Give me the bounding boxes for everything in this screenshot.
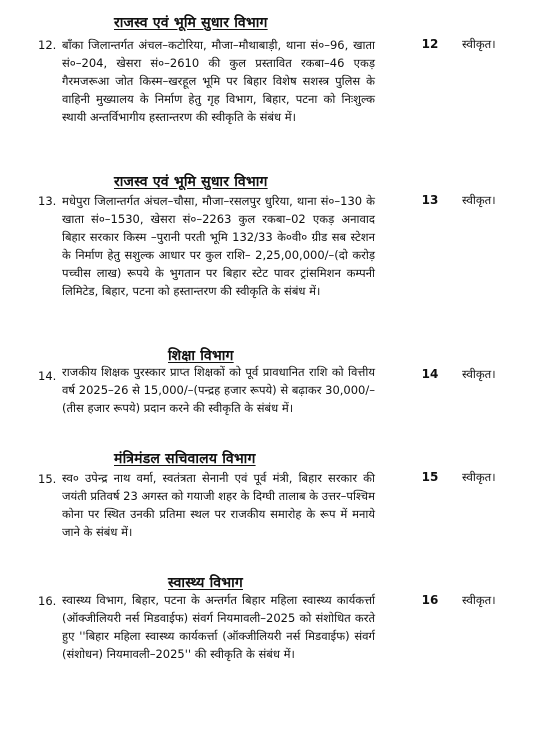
item-status: स्वीकृत। [462, 37, 496, 51]
item-description: राजकीय शिक्षक पुरस्कार प्राप्त शिक्षकों को पूर्व प्रावधानित राशि को वित्तीय वर्ष 2025–26 से 15,000/–(पन्द्रह हजार रूपये) से बढ़ाकर 30,000/–(तीस हजार रूपये) प्रदान करने की स्वीकृति के संबंध में। [62, 365, 375, 415]
department-heading: स्वास्थ्य विभाग [168, 575, 243, 591]
item-description: बाँका जिलान्तर्गत अंचल–कटोरिया, मौजा–मौथाबाड़ी, थाना सं०–96, खाता सं०–204, खेसरा सं०–2610 की कुल प्रस्तावित रकबा–46 एकड़ गैरमजरूआ जोत किस्म–खरहूल भूमि पर बिहार विशेष सशस्त्र पुलिस के वाहिनी मुख्यालय के निर्माण हेतु गृह विभाग, बिहार, पटना को निःशुल्क स्थायी अन्तर्विभागीय हस्तान्तरण की स्वीकृति के संबंध में। [62, 38, 375, 124]
item-status: स्वीकृत। [462, 367, 496, 381]
item-description: मधेपुरा जिलान्तर्गत अंचल–चौसा, मौजा–रसलपुर धुरिया, थाना सं०–130 के खाता सं०–1530, खेसरा सं०–2263 कुल रकबा–02 एकड़ अनावाद बिहार सरकार किस्म –पुरानी परती भूमि 132/33 के०वी० ग्रीड सब स्टेशन के निर्माण हेतु सशुल्क आधार पर कुल राशि– 2,25,00,000/–(दो करोड़ पच्चीस लाख) रूपये के भुगतान पर बिहार स्टेट पावर ट्रांसमिशन कम्पनी लिमिटेड, बिहार, पटना को हस्तान्तरण की स्वीकृति के संबंध में। [62, 194, 375, 298]
item-serial: 12 [421, 37, 439, 51]
item-number: 16. [38, 594, 57, 608]
department-heading: मंत्रिमंडल सचिवालय विभाग [114, 451, 256, 467]
item-serial: 14 [421, 367, 439, 381]
item-serial: 16 [421, 593, 439, 607]
department-heading: शिक्षा विभाग [168, 348, 234, 364]
department-heading: राजस्व एवं भूमि सुधार विभाग [114, 15, 268, 31]
item-serial: 15 [421, 470, 439, 484]
item-number: 12. [38, 38, 57, 52]
item-number: 14. [38, 369, 57, 383]
item-number: 15. [38, 472, 57, 486]
item-serial: 13 [421, 193, 439, 207]
department-heading: राजस्व एवं भूमि सुधार विभाग [114, 174, 268, 190]
item-description: स्वास्थ्य विभाग, बिहार, पटना के अन्तर्गत बिहार महिला स्वास्थ्य कार्यकर्त्ता (ऑक्जीलियरी नर्स मिडवाईफ) संवर्ग नियमावली–2025 को संशोधित करते हुए ''बिहार महिला स्वास्थ्य कार्यकर्त्ता (ऑक्जीलियरी नर्स मिडवाईफ) संवर्ग (संशोधन) नियमावली–2025'' की स्वीकृति के संबंध में। [62, 593, 375, 661]
item-status: स्वीकृत। [462, 470, 496, 484]
item-number: 13. [38, 194, 57, 208]
item-status: स्वीकृत। [462, 193, 496, 207]
item-description: स्व० उपेन्द्र नाथ वर्मा, स्वतंत्रता सेनानी एवं पूर्व मंत्री, बिहार सरकार की जयंती प्रतिवर्ष 23 अगस्त को गयाजी शहर के दिग्घी तालाब के उत्तर–पश्चिम कोना पर स्थित उनकी प्रतिमा स्थल पर राजकीय समारोह के रूप में मनाये जाने के संबंध में। [62, 471, 375, 539]
item-status: स्वीकृत। [462, 593, 496, 607]
